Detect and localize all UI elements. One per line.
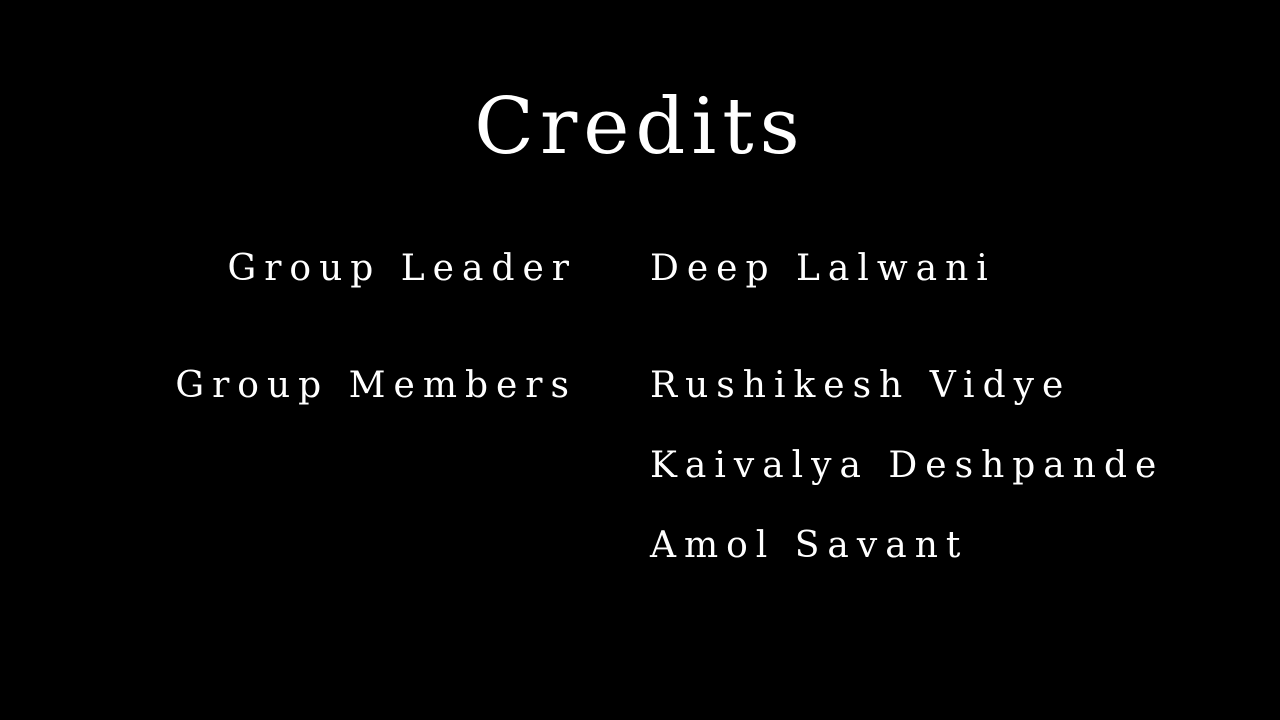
group-member-name: Kaivalya Deshpande bbox=[650, 445, 1165, 486]
group-leader-name: Deep Lalwani bbox=[650, 248, 996, 289]
page-title: Credits bbox=[474, 82, 806, 172]
group-members-label: Group Members bbox=[175, 365, 577, 406]
group-member-name: Rushikesh Vidye bbox=[650, 365, 1072, 406]
group-leader-label: Group Leader bbox=[227, 248, 577, 289]
group-member-name: Amol Savant bbox=[650, 525, 969, 566]
